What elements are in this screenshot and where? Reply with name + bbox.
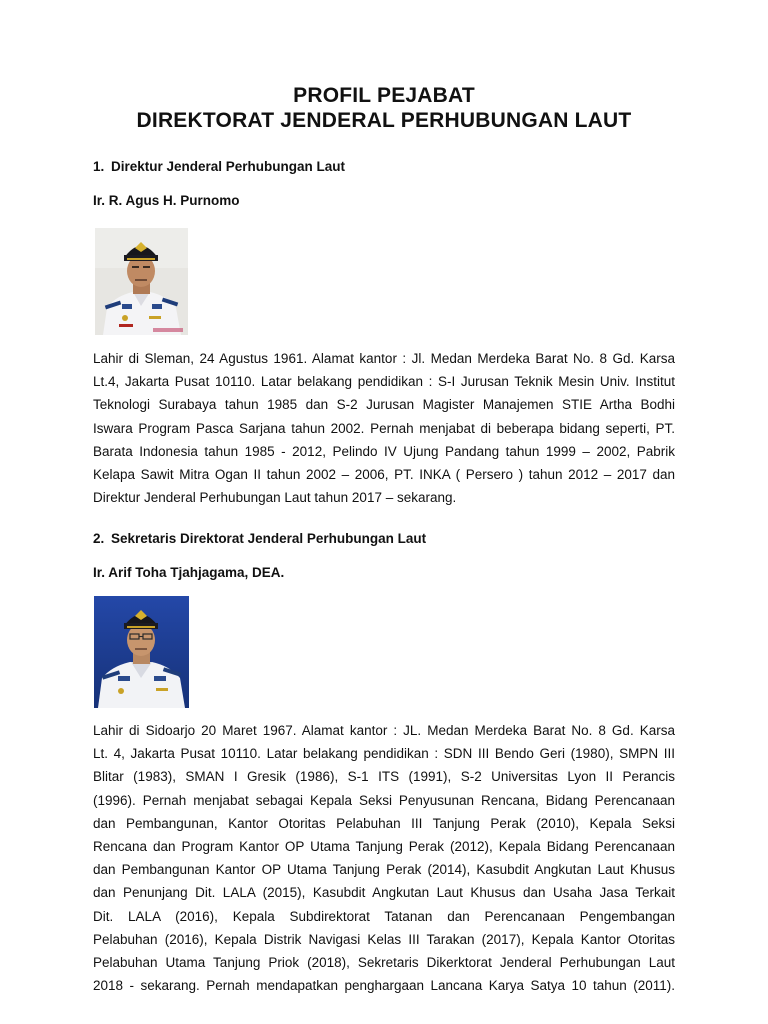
official-1-photo — [95, 228, 188, 335]
bio-line: dan Penunjang Dit. LALA (2015), Kasubdit Angkutan Laut Khusus dan Usaha Jasa Terkait — [93, 885, 675, 901]
bio-line: Lahir di Sleman, 24 Agustus 1961. Alamat kantor : Jl. Medan Merdeka Barat No. 8 Gd. Karsa — [93, 351, 675, 366]
bio-line: Lt. 4, Jakarta Pusat 10110. Latar belakang pendidikan : SDN III Bendo Geri (1980), SMPN III — [93, 746, 675, 762]
section-2-title: Sekretaris Direktorat Jenderal Perhubungan Laut — [111, 531, 427, 546]
section-1-number: 1. — [93, 159, 105, 174]
document-title-line2: DIREKTORAT JENDERAL PERHUBUNGAN LAUT — [136, 109, 632, 132]
section-1-title: Direktur Jenderal Perhubungan Laut — [111, 159, 346, 174]
section-1-official-name: Ir. R. Agus H. Purnomo — [93, 193, 240, 208]
bio-line: Pelabuhan Utama Tanjung Priok (2018), Sekretaris Dikerktorat Jenderal Perhubungan Laut — [93, 954, 675, 970]
bio-line: 2018 - sekarang. Pernah mendapatkan penghargaan Lancana Karya Satya 10 tahun (2011). — [93, 978, 675, 994]
bio-line: Dit. LALA (2016), Kepala Subdirektorat Tatanan dan Perencanaan Pengembangan — [93, 908, 675, 924]
section-1-biography — [93, 347, 675, 509]
bio-line: Barata Indonesia tahun 1985 - 2012, Pelindo IV Ujung Pandang tahun 1999 – 2002, Pabrik — [93, 443, 675, 459]
bio-line: Teknologi Surabaya tahun 1985 dan S-2 Jurusan Magister Manajemen STIE Artha Bodhi — [93, 397, 675, 413]
official-2-photo — [94, 596, 189, 708]
bio-line: dan Pembangunan Kantor OP Utama Tanjung Perak (2014), Kasubdit Angkutan Laut Khusus — [93, 862, 675, 878]
bio-line: (1996). Pernah menjabat sebagai Kepala Seksi Penyusunan Rencana, Bidang Perencanaan — [93, 792, 675, 808]
bio-line: Blitar (1983), SMAN I Gresik (1986), S-1 ITS (1991), S-2 Universitas Lyon II Perancis — [93, 769, 675, 785]
bio-line: dan Pembangunan, Kantor Otoritas Pelabuhan III Tanjung Perak (2010), Kepala Seksi — [93, 815, 675, 831]
document-title-line1: PROFIL PEJABAT — [293, 84, 475, 107]
section-2-official-name: Ir. Arif Toha Tjahjagama, DEA. — [93, 565, 285, 580]
bio-line: Kelapa Sawit Mitra Ogan II tahun 2002 – 2006, PT. INKA ( Persero ) tahun 2012 – 2017 dan — [93, 466, 675, 482]
section-2-biography — [93, 719, 675, 997]
bio-line: Iswara Program Pasca Sarjana tahun 2002. Pernah menjabat di beberapa bidang seperti, PT. — [93, 420, 675, 436]
section-2-heading — [93, 531, 426, 547]
bio-line: Direktur Jenderal Perhubungan Laut tahun 2017 – sekarang. — [93, 490, 457, 506]
bio-line: Rencana dan Program Kantor OP Utama Tanjung Perak (2012), Kepala Bidang Perencanaan — [93, 838, 675, 854]
section-1-heading — [93, 159, 345, 175]
bio-line: Lt.4, Jakarta Pusat 10110. Latar belakang pendidikan : S-I Jurusan Teknik Mesin Univ. Institut — [93, 374, 675, 390]
bio-line: Lahir di Sidoarjo 20 Maret 1967. Alamat kantor : JL. Medan Merdeka Barat No. 8 Gd. Karsa — [93, 723, 675, 738]
section-2-number: 2. — [93, 531, 105, 546]
bio-line: Pelabuhan (2016), Kepala Distrik Navigasi Kelas III Tarakan (2017), Kepala Kantor Otoritas — [93, 931, 675, 947]
